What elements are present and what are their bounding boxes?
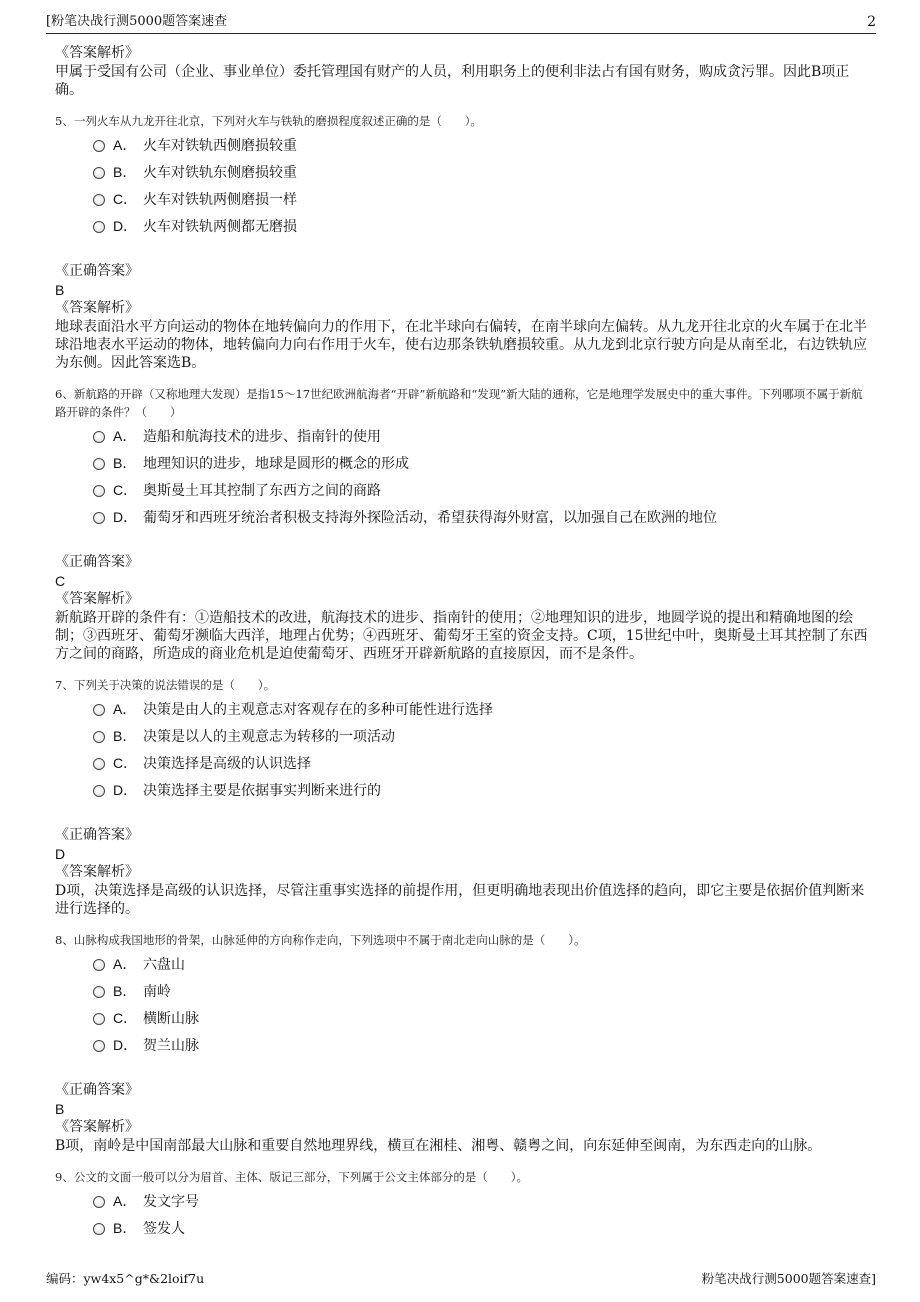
radio-button[interactable]	[93, 431, 105, 443]
option-text: 决策选择是高级的认识选择	[143, 756, 311, 772]
option-text: 决策是由人的主观意志对客观存在的多种可能性进行选择	[143, 702, 493, 718]
option-letter: D．	[113, 509, 138, 525]
option-text: 六盘山	[143, 957, 185, 973]
option-b[interactable]	[55, 161, 870, 188]
option-c[interactable]	[55, 188, 870, 215]
option-letter: D．	[113, 1037, 138, 1053]
option-text: 横断山脉	[143, 1011, 199, 1027]
option-letter: A．	[113, 956, 137, 972]
option-d[interactable]	[55, 506, 870, 533]
option-letter: B．	[113, 164, 137, 180]
radio-button[interactable]	[93, 1223, 105, 1235]
option-text: 火车对铁轨两侧磨损一样	[143, 192, 297, 208]
analysis-label: 《答案解析》	[55, 591, 139, 607]
radio-button[interactable]	[93, 458, 105, 470]
analysis-label: 《答案解析》	[55, 45, 139, 61]
option-text: 奥斯曼土耳其控制了东西方之间的商路	[143, 483, 381, 499]
option-b[interactable]	[55, 1217, 870, 1244]
option-letter: D．	[113, 782, 138, 798]
question-block	[55, 385, 870, 663]
question-stem: 8、山脉构成我国地形的骨架，山脉延伸的方向称作走向，下列选项中不属于南北走向山脉的是（ ）。	[55, 933, 586, 947]
question-stem: 9、公文的文面一般可以分为眉首、主体、版记三部分，下列属于公文主体部分的是（ ）。	[55, 1170, 529, 1184]
option-text: 贺兰山脉	[143, 1038, 199, 1054]
analysis-text: D项，决策选择是高级的认识选择，尽管注重事实选择的前提作用，但更明确地表现出价值选择的趋向，即它主要是依据价值判断来进行选择的。	[55, 883, 865, 917]
option-letter: B．	[113, 455, 137, 471]
option-a[interactable]	[55, 425, 870, 452]
analysis-text: 新航路开辟的条件有：①造船技术的改进，航海技术的进步、指南针的使用；②地理知识的进步，地圆学说的提出和精确地图的绘制；③西班牙、葡萄牙濒临大西洋，地理占优势；④西班牙、葡萄牙王室的资金支持。C项，15世纪中叶，奥斯曼土耳其控制了东西方之间的商路，所造成的商业危机是迫使葡萄牙、西班牙开辟新航路的直接原因，而不是条件。	[55, 610, 868, 662]
option-text: 火车对铁轨东侧磨损较重	[143, 165, 297, 181]
option-b[interactable]	[55, 452, 870, 479]
question-block	[55, 931, 870, 1155]
radio-button[interactable]	[93, 785, 105, 797]
correct-answer: B	[55, 282, 65, 298]
option-text: 火车对铁轨两侧都无磨损	[143, 219, 297, 235]
correct-answer: B	[55, 1101, 65, 1117]
option-letter: A．	[113, 701, 137, 717]
option-text: 火车对铁轨西侧磨损较重	[143, 138, 297, 154]
intro-analysis	[55, 44, 870, 99]
correct-answer-label: 《正确答案》	[55, 1082, 139, 1098]
footer-title: 粉笔决战行测5000题答案速查]	[701, 1271, 876, 1286]
option-letter: C．	[113, 482, 138, 498]
correct-answer: D	[55, 846, 66, 862]
question-block	[55, 1168, 870, 1244]
option-text: 签发人	[143, 1221, 185, 1237]
analysis-label: 《答案解析》	[55, 300, 139, 316]
option-d[interactable]	[55, 215, 870, 242]
option-letter: A．	[113, 1193, 137, 1209]
option-letter: D．	[113, 218, 138, 234]
option-letter: B．	[113, 983, 137, 999]
option-letter: C．	[113, 1010, 138, 1026]
analysis-label: 《答案解析》	[55, 864, 139, 880]
radio-button[interactable]	[93, 1040, 105, 1052]
radio-button[interactable]	[93, 485, 105, 497]
correct-answer-label: 《正确答案》	[55, 263, 139, 279]
analysis-text: 甲属于受国有公司（企业、事业单位）委托管理国有财产的人员，利用职务上的便利非法占有国有财务，购成贪污罪。因此B项正确。	[55, 64, 850, 98]
question-block	[55, 676, 870, 918]
option-text: 决策选择主要是依据事实判断来进行的	[143, 783, 381, 799]
question-block	[55, 112, 870, 372]
radio-button[interactable]	[93, 140, 105, 152]
option-b[interactable]	[55, 725, 870, 752]
option-text: 造船和航海技术的进步、指南针的使用	[143, 429, 381, 445]
option-text: 发文字号	[143, 1194, 199, 1210]
page-header	[46, 12, 876, 34]
page-number: 2	[867, 14, 876, 30]
option-c[interactable]	[55, 479, 870, 506]
radio-button[interactable]	[93, 1196, 105, 1208]
option-text: 决策是以人的主观意志为转移的一项活动	[143, 729, 395, 745]
option-a[interactable]	[55, 134, 870, 161]
radio-button[interactable]	[93, 167, 105, 179]
option-letter: C．	[113, 755, 138, 771]
option-letter: A．	[113, 137, 137, 153]
question-stem: 7、下列关于决策的说法错误的是（ ）。	[55, 678, 276, 692]
radio-button[interactable]	[93, 221, 105, 233]
correct-answer: C	[55, 573, 66, 589]
option-d[interactable]	[55, 779, 870, 806]
option-c[interactable]	[55, 752, 870, 779]
question-stem: 5、一列火车从九龙开往北京，下列对火车与铁轨的磨损程度叙述正确的是（ ）。	[55, 114, 483, 128]
option-letter: C．	[113, 191, 138, 207]
radio-button[interactable]	[93, 704, 105, 716]
option-c[interactable]	[55, 1007, 870, 1034]
option-letter: B．	[113, 1220, 137, 1236]
radio-button[interactable]	[93, 959, 105, 971]
option-b[interactable]	[55, 980, 870, 1007]
option-letter: A．	[113, 428, 137, 444]
radio-button[interactable]	[93, 512, 105, 524]
analysis-text: 地球表面沿水平方向运动的物体在地转偏向力的作用下，在北半球向右偏转，在南半球向左偏转。从九龙开往北京的火车属于在北半球沿地表水平运动的物体，地转偏向力向右作用于火车，使右边那条铁轨磨损较重。从九龙到北京行驶方向是从南至北，右边铁轨应为东侧。因此答案选B。	[55, 319, 867, 371]
footer-code: 编码：yw4x5^g*&2loif7u	[46, 1271, 205, 1286]
page-footer	[46, 1270, 876, 1290]
option-a[interactable]	[55, 698, 870, 725]
radio-button[interactable]	[93, 758, 105, 770]
option-a[interactable]	[55, 1190, 870, 1217]
radio-button[interactable]	[93, 194, 105, 206]
option-a[interactable]	[55, 953, 870, 980]
option-text: 葡萄牙和西班牙统治者积极支持海外探险活动，希望获得海外财富，以加强自己在欧洲的地位	[143, 510, 717, 526]
question-stem: 6、新航路的开辟（又称地理大发现）是指15～17世纪欧洲航海者“开辟”新航路和“发现”新大陆的通称，它是地理学发展史中的重大事件。下列哪项不属于新航路开辟的条件？（ ）	[55, 387, 863, 419]
radio-button[interactable]	[93, 1013, 105, 1025]
analysis-label: 《答案解析》	[55, 1119, 139, 1135]
radio-button[interactable]	[93, 731, 105, 743]
option-text: 南岭	[143, 984, 171, 1000]
correct-answer-label: 《正确答案》	[55, 827, 139, 843]
analysis-text: B项，南岭是中国南部最大山脉和重要自然地理界线，横亘在湘桂、湘粤、赣粤之间，向东延伸至闽南，为东西走向的山脉。	[55, 1138, 822, 1154]
radio-button[interactable]	[93, 986, 105, 998]
option-d[interactable]	[55, 1034, 870, 1061]
header-title: [粉笔决战行测5000题答案速查	[46, 14, 228, 29]
option-text: 地理知识的进步，地球是圆形的概念的形成	[143, 456, 409, 472]
option-letter: B．	[113, 728, 137, 744]
page-content	[55, 44, 870, 1244]
correct-answer-label: 《正确答案》	[55, 554, 139, 570]
